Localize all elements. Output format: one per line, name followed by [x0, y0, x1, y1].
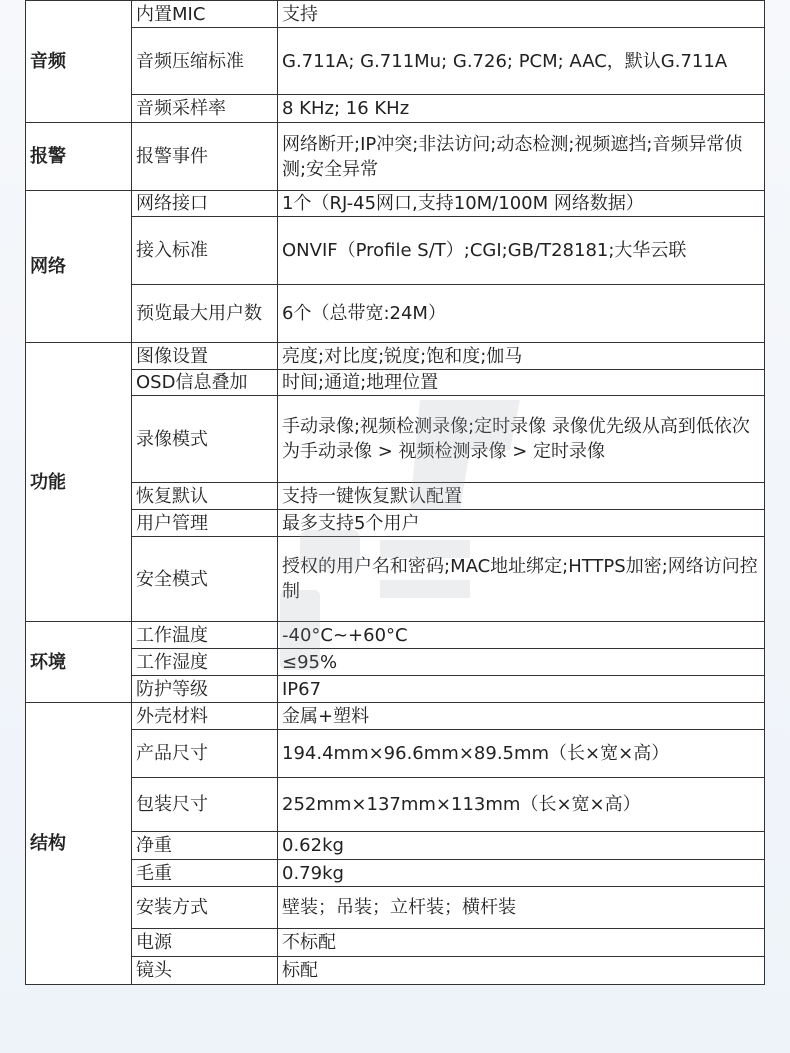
spec-value: 252mm×137mm×113mm（长×宽×高）: [278, 778, 765, 832]
table-row: [26, 396, 765, 483]
category-structure: 结构: [26, 703, 132, 985]
table-row: [26, 730, 765, 778]
spec-value: 194.4mm×96.6mm×89.5mm（长×宽×高）: [278, 730, 765, 778]
spec-name: 镜头: [132, 957, 278, 985]
table-row: [26, 95, 765, 123]
spec-name: 产品尺寸: [132, 730, 278, 778]
category-alarm: 报警: [26, 123, 132, 191]
spec-name: 包装尺寸: [132, 778, 278, 832]
spec-name: 接入标准: [132, 217, 278, 285]
table-row: [26, 537, 765, 622]
table-row: [26, 887, 765, 929]
spec-name: 外壳材料: [132, 703, 278, 730]
spec-name: 网络接口: [132, 191, 278, 217]
spec-name: 预览最大用户数: [132, 285, 278, 343]
table-row: [26, 370, 765, 396]
spec-value: 金属+塑料: [278, 703, 765, 730]
spec-name: 毛重: [132, 860, 278, 887]
table-row: [26, 676, 765, 703]
table-row: [26, 343, 765, 370]
spec-name: OSD信息叠加: [132, 370, 278, 396]
table-row: [26, 778, 765, 832]
spec-value: 6个（总带宽:24M）: [278, 285, 765, 343]
spec-value: 时间;通道;地理位置: [278, 370, 765, 396]
spec-name: 录像模式: [132, 396, 278, 483]
table-row: [26, 123, 765, 191]
category-function: 功能: [26, 343, 132, 622]
spec-value: 亮度;对比度;锐度;饱和度;伽马: [278, 343, 765, 370]
table-row: [26, 649, 765, 676]
table-row: [26, 929, 765, 957]
spec-value: IP67: [278, 676, 765, 703]
table-row: [26, 28, 765, 95]
table-row: [26, 622, 765, 649]
spec-name: 净重: [132, 832, 278, 860]
spec-value: 壁装；吊装；立杆装；横杆装: [278, 887, 765, 929]
spec-name: 音频采样率: [132, 95, 278, 123]
spec-value: 1个（RJ-45网口,支持10M/100M 网络数据）: [278, 191, 765, 217]
spec-value: 手动录像;视频检测录像;定时录像 录像优先级从高到低依次为手动录像 > 视频检测录像 > 定时录像: [278, 396, 765, 483]
category-network: 网络: [26, 191, 132, 343]
table-row: [26, 703, 765, 730]
spec-value: 网络断开;IP冲突;非法访问;动态检测;视频遮挡;音频异常侦测;安全异常: [278, 123, 765, 191]
spec-name: 用户管理: [132, 510, 278, 537]
table-row: [26, 860, 765, 887]
spec-value: 最多支持5个用户: [278, 510, 765, 537]
table-row: [26, 285, 765, 343]
spec-value: 0.62kg: [278, 832, 765, 860]
table-row: [26, 191, 765, 217]
spec-value: G.711A; G.711Mu; G.726; PCM; AAC，默认G.711A: [278, 28, 765, 95]
category-audio: 音频: [26, 1, 132, 123]
spec-table: [25, 0, 765, 985]
spec-name: 安全模式: [132, 537, 278, 622]
spec-value: 支持一键恢复默认配置: [278, 483, 765, 510]
table-row: [26, 1, 765, 28]
table-row: [26, 832, 765, 860]
spec-value: -40°C~+60°C: [278, 622, 765, 649]
spec-name: 图像设置: [132, 343, 278, 370]
spec-value: 不标配: [278, 929, 765, 957]
spec-name: 内置MIC: [132, 1, 278, 28]
spec-name: 安装方式: [132, 887, 278, 929]
spec-value: 0.79kg: [278, 860, 765, 887]
spec-value: 8 KHz; 16 KHz: [278, 95, 765, 123]
spec-name: 防护等级: [132, 676, 278, 703]
category-environment: 环境: [26, 622, 132, 703]
spec-value: 授权的用户名和密码;MAC地址绑定;HTTPS加密;网络访问控制: [278, 537, 765, 622]
table-row: [26, 510, 765, 537]
spec-name: 电源: [132, 929, 278, 957]
spec-name: 工作温度: [132, 622, 278, 649]
table-row: [26, 483, 765, 510]
spec-name: 恢复默认: [132, 483, 278, 510]
spec-name: 工作湿度: [132, 649, 278, 676]
table-row: [26, 957, 765, 985]
spec-value: ≤95%: [278, 649, 765, 676]
spec-name: 报警事件: [132, 123, 278, 191]
spec-value: ONVIF（Profile S/T）;CGI;GB/T28181;大华云联: [278, 217, 765, 285]
table-row: [26, 217, 765, 285]
spec-name: 音频压缩标准: [132, 28, 278, 95]
spec-value: 支持: [278, 1, 765, 28]
spec-value: 标配: [278, 957, 765, 985]
